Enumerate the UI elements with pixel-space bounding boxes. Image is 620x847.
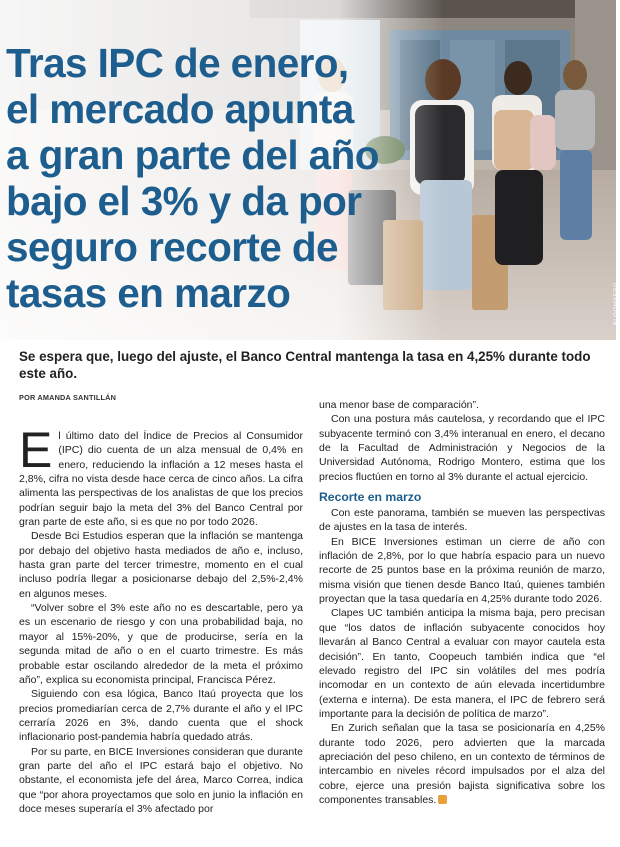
- photo-credit: BLOOMBERG: [614, 282, 620, 326]
- right-column: [319, 398, 605, 807]
- left-column: [19, 422, 303, 816]
- paragraph-continuation: una menor base de comparación”.: [319, 399, 479, 411]
- byline: POR AMANDA SANTILLÁN: [19, 393, 117, 402]
- article-end-icon: [438, 795, 447, 804]
- paragraph: Por su parte, en BICE Inversiones consideran que durante gran parte del año el IPC estará bajo el objetivo. No obstante, el economista jefe del área, Marco Correa, indica que “por ahora proyectamos que solo en junio la inflación en doce meses superaría el 3% afectado por: [19, 745, 303, 815]
- paragraph: Siguiendo con esa lógica, Banco Itaú proyecta que los precios promediarían cerca de 2,7% durante el año y el IPC cerraría 2026 en 3%, dando cuenta que el shock inflacionario post-pandemia habría quedado atrás.: [19, 688, 303, 744]
- paragraph: En BICE Inversiones estiman un cierre de año con inflación de 2,8%, por lo que habría espacio para un nuevo recorte de 25 puntos base en la próxima reunión de marzo, misma visión que tienen desde Banco Itaú, quienes también proyectan que la tasa quedaría en 4,25% durante todo 2026.: [319, 535, 605, 606]
- subheadline: Se espera que, luego del ajuste, el Banco Central mantenga la tasa en 4,25% durante todo este año.: [19, 349, 591, 381]
- paragraph: Con una postura más cautelosa, y recordando que el IPC subyacente terminó con 3,4% interanual en enero, el decano de la Facultad de Administración y Negocios de la Universidad Autónoma, Rodrigo Montero, estima que los precios fluctúen en torno al 3% durante el actual ejercicio.: [319, 413, 605, 483]
- paragraph: Clapes UC también anticipa la misma baja, pero precisan que “los datos de inflación subyacente conocidos hoy llevarán al Banco Central a evaluar con mayor cautela esta decisión”. En tanto, Coopeuch también indica que “el elevado registro del IPC sin volátiles del mes podría incomodar en un contexto de aún elevada incertidumbre (externa e interna). De esta manera, el IPC de febrero será importante para la decisión de política de marzo”.: [319, 607, 605, 720]
- paragraph: Desde Bci Estudios esperan que la inflación se mantenga por debajo del objetivo hasta mediados de año e, incluso, hasta gran parte del tercer trimestre, momento en el cual incluso podría llegar a posicionarse debajo del 2,5%-2,4% en algunos meses.: [19, 530, 303, 600]
- paragraph: “Volver sobre el 3% este año no es descartable, pero ya es un escenario de riesgo y con una probabilidad baja, no mayor al 15%-20%, y que de producirse, sería en la segunda mitad de año o en el cuarto trimestre. Es más probable estar oscilando alrededor de la meta el próximo año”, explica su economista principal, Francisca Pérez.: [19, 602, 303, 686]
- paragraph: El último dato del Índice de Precios al Consumidor (IPC) dio cuenta de un alza mensual de 0,4% en enero, reduciendo la inflación a 12 meses hasta el 2,8%, cifra no vista desde hace cerca de cinco años. La cifra alimenta las perspectivas de los analistas de que los precios podrían seguir bajo la meta del 3% del Banco Central por gran parte de este año, si es que no por todo 2026.: [19, 422, 303, 529]
- paragraph: Con este panorama, también se mueven las perspectivas de ajustes en la tasa de interés.: [319, 507, 605, 534]
- drop-cap: E: [19, 422, 53, 478]
- section-heading: Recorte en marzo: [319, 490, 422, 505]
- hero-photo: [0, 0, 620, 340]
- paragraph: En Zurich señalan que la tasa se posicionaría en 4,25% durante todo 2026, pero advierten que la marcada apreciación del peso chileno, en un contexto de términos de intercambio en niveles récord impulsados por el alza del cobre, ejerce una presión bajista significativa sobre los componentes transables.: [319, 722, 605, 806]
- headline: Tras IPC de enero, el mercado apunta a gran parte del año bajo el 3% y da por seguro recorte de tasas en marzo: [6, 40, 379, 316]
